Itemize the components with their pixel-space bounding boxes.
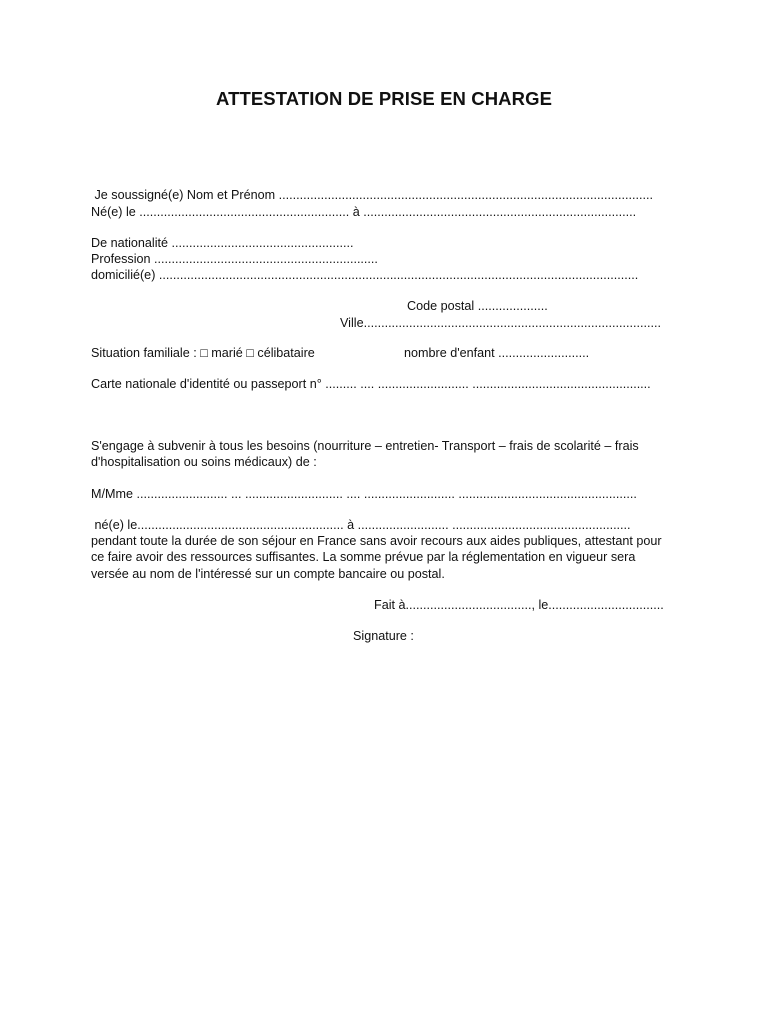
signature-label: Signature : xyxy=(353,629,414,643)
id-card-line: Carte nationale d'identité ou passeport n° ......... .... .......................... ................................................... xyxy=(91,377,651,391)
soussigne-line: Je soussigné(e) Nom et Prénom ........................................................................................................... xyxy=(91,188,653,202)
place-date-line: Fait à...................................., le................................. xyxy=(374,598,664,612)
engagement-paragraph: S'engage à subvenir à tous les besoins (nourriture – entretien- Transport – frais de scolarité – frais d'hospitalisation ou soins médicaux) de : xyxy=(91,439,639,470)
profession-line: Profession ................................................................ xyxy=(91,252,378,266)
beneficiary-name-line: M/Mme .......................... ... ............................ .... .......................... ................................................... xyxy=(91,487,637,501)
birth-line: Né(e) le ............................................................ à .............................................................................. xyxy=(91,205,637,219)
domicile-line: domicilié(e) ......................................................................................................................................... xyxy=(91,268,639,282)
document-title: ATTESTATION DE PRISE EN CHARGE xyxy=(215,88,553,109)
children-count-line: nombre d'enfant .......................... xyxy=(404,346,590,360)
city-line: Ville..................................................................................... xyxy=(340,316,661,330)
nationality-line: De nationalité .................................................... xyxy=(91,236,354,250)
beneficiary-birth-line: né(e) le........................................................... à .......................... ................................................... xyxy=(91,518,631,532)
family-situation-line: Situation familiale : □ marié □ célibataire xyxy=(91,346,315,360)
postal-code-line: Code postal .................... xyxy=(407,299,548,313)
duration-paragraph: pendant toute la durée de son séjour en France sans avoir recours aux aides publiques, attestant pour ce faire avoir des ressources suffisantes. La somme prévue par la réglementation en vigueur sera versée au nom de l'intéressé sur un compte bancaire ou postal. xyxy=(91,534,662,581)
